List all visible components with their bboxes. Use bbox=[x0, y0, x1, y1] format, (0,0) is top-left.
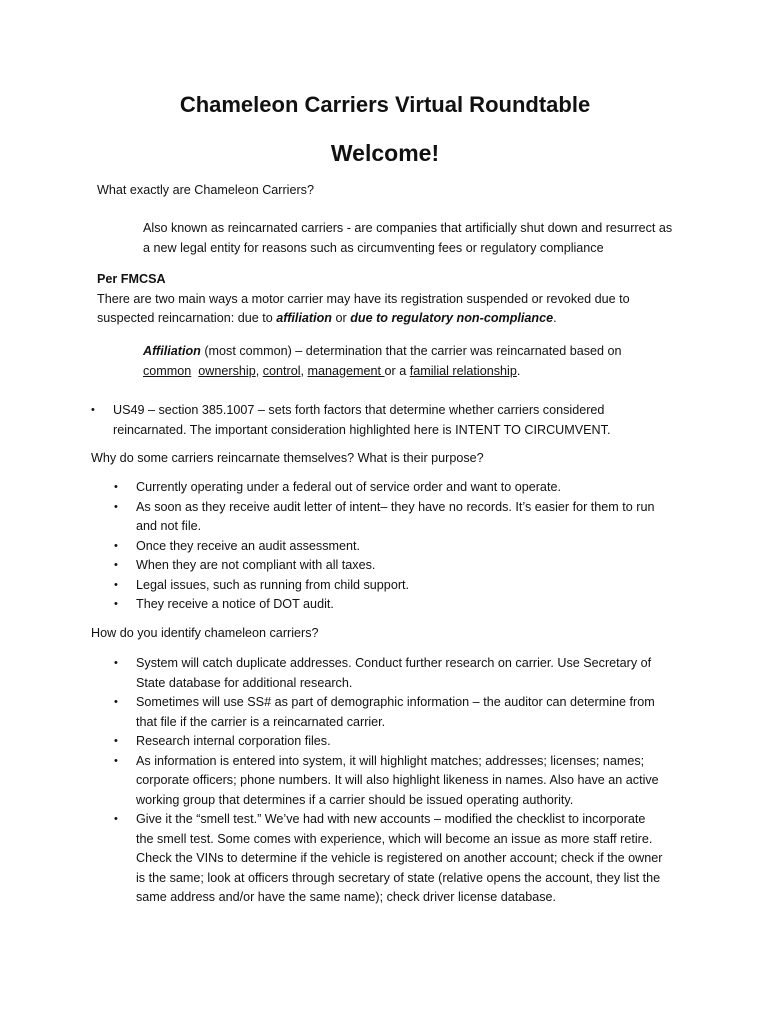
list-item-line: that file if the carrier is a reincarnated carrier. bbox=[136, 714, 386, 729]
bullet-icon: • bbox=[114, 559, 118, 571]
list-item-line: Research internal corporation files. bbox=[136, 734, 331, 748]
definition-line: Also known as reincarnated carriers - are companies that artificially shut down and resurrect as bbox=[143, 221, 673, 235]
definition-paragraph bbox=[143, 219, 672, 258]
list-item-line: and not file. bbox=[136, 519, 202, 533]
list-item-line: System will catch duplicate addresses. Conduct further research on carrier. Use Secretary of bbox=[136, 656, 652, 670]
bullet-icon: • bbox=[114, 813, 118, 825]
affiliation-line: common ownership, control, management or a familial relationship. bbox=[143, 363, 521, 378]
purposes-list bbox=[114, 478, 655, 615]
question-how: How do you identify chameleon carriers? bbox=[91, 626, 319, 640]
bullet-icon: • bbox=[114, 539, 118, 552]
affiliation-text: . bbox=[516, 363, 521, 378]
list-item-line: is the same; look at officers through secretary of state (relative opens the account, they list the bbox=[136, 870, 661, 885]
bullet-icon: • bbox=[114, 735, 118, 747]
page-title: Chameleon Carriers Virtual Roundtable bbox=[179, 92, 591, 117]
bullet-icon: • bbox=[114, 657, 118, 669]
welcome-heading: Welcome! bbox=[330, 140, 440, 166]
definition-line: a new legal entity for reasons such as circumventing fees or regulatory compliance bbox=[143, 240, 604, 255]
list-item bbox=[114, 537, 655, 557]
affiliation-line bbox=[143, 342, 622, 362]
question-why: Why do some carriers reincarnate themselves? What is their purpose? bbox=[91, 451, 484, 465]
bullet-icon: • bbox=[114, 696, 118, 708]
common-term: common bbox=[143, 363, 192, 378]
affiliation-term: affiliation bbox=[276, 311, 332, 325]
list-item-line: As information is entered into system, it will highlight matches; addresses; licenses; names; bbox=[136, 753, 645, 768]
list-item-line: Legal issues, such as running from child support. bbox=[136, 577, 410, 592]
us49-list bbox=[91, 401, 611, 440]
list-item-line: Give it the “smell test.” We’ve had with new accounts – modified the checklist to incorporate bbox=[136, 812, 646, 826]
us49-line: US49 – section 385.1007 – sets forth factors that determine whether carriers considered bbox=[113, 403, 605, 417]
us49-line: reincarnated. The important consideration highlighted here is INTENT TO CIRCUMVENT. bbox=[113, 422, 611, 437]
ownership-term: ownership bbox=[198, 363, 256, 378]
affiliation-label: Affiliation bbox=[143, 344, 201, 358]
list-item bbox=[91, 401, 611, 440]
list-item-line: When they are not compliant with all taxes. bbox=[136, 558, 376, 572]
affiliation-text: or a bbox=[384, 363, 410, 378]
identify-list bbox=[114, 654, 663, 908]
list-item-line: Currently operating under a federal out of service order and want to operate. bbox=[136, 480, 561, 494]
fmcsa-text: or bbox=[331, 311, 351, 325]
list-item-line: Sometimes will use SS# as part of demographic information – the auditor can determine from bbox=[136, 695, 655, 709]
list-item-line: They receive a notice of DOT audit. bbox=[136, 597, 334, 611]
list-item-line: State database for additional research. bbox=[136, 675, 353, 690]
list-item bbox=[114, 693, 662, 732]
list-item bbox=[114, 576, 655, 596]
management-term: management bbox=[307, 363, 385, 378]
affiliation-definition bbox=[143, 342, 622, 381]
noncompliance-term: due to regulatory non-compliance bbox=[350, 311, 554, 325]
question-what-are: What exactly are Chameleon Carriers? bbox=[97, 183, 314, 197]
fmcsa-line bbox=[97, 309, 630, 329]
fmcsa-heading: Per FMCSA bbox=[97, 272, 166, 286]
bullet-icon: • bbox=[114, 578, 118, 591]
list-item bbox=[114, 556, 655, 576]
list-item-line: working group that determines if a carrier should be issued operating authority. bbox=[136, 792, 574, 807]
bullet-icon: • bbox=[114, 481, 118, 493]
fmcsa-text: . bbox=[553, 311, 557, 325]
bullet-icon: • bbox=[114, 500, 118, 513]
bullet-icon: • bbox=[91, 404, 95, 416]
familial-term: familial relationship bbox=[409, 363, 517, 378]
list-item-line: Check the VINs to determine if the vehicle is registered on another account; check if the owner bbox=[136, 851, 663, 865]
list-item bbox=[114, 810, 663, 908]
list-item-line: As soon as they receive audit letter of intent– they have no records. It’s easier for them to run bbox=[136, 499, 655, 514]
list-item bbox=[114, 654, 662, 693]
bullet-icon: • bbox=[114, 598, 118, 610]
control-term: control bbox=[262, 363, 301, 378]
affiliation-text: (most common) – determination that the carrier was reincarnated based on bbox=[200, 344, 622, 358]
fmcsa-text: suspected reincarnation: due to bbox=[97, 311, 277, 325]
list-item bbox=[114, 732, 662, 752]
bullet-icon: • bbox=[114, 754, 118, 767]
list-item-line: same address and/or have the same name); check driver license database. bbox=[136, 890, 557, 904]
list-item-line: corporate officers; phone numbers. It will also highlight likeness in names. Also have an active bbox=[136, 773, 659, 787]
list-item bbox=[114, 752, 662, 811]
list-item-line: Once they receive an audit assessment. bbox=[136, 538, 361, 553]
list-item bbox=[114, 595, 655, 615]
fmcsa-section bbox=[97, 270, 630, 329]
fmcsa-line: There are two main ways a motor carrier may have its registration suspended or revoked due to bbox=[97, 291, 630, 306]
list-item bbox=[114, 498, 655, 537]
list-item-line: the smell test. Some comes with experience, which will become an issue as more staff retire. bbox=[136, 831, 653, 846]
list-item bbox=[114, 478, 655, 498]
